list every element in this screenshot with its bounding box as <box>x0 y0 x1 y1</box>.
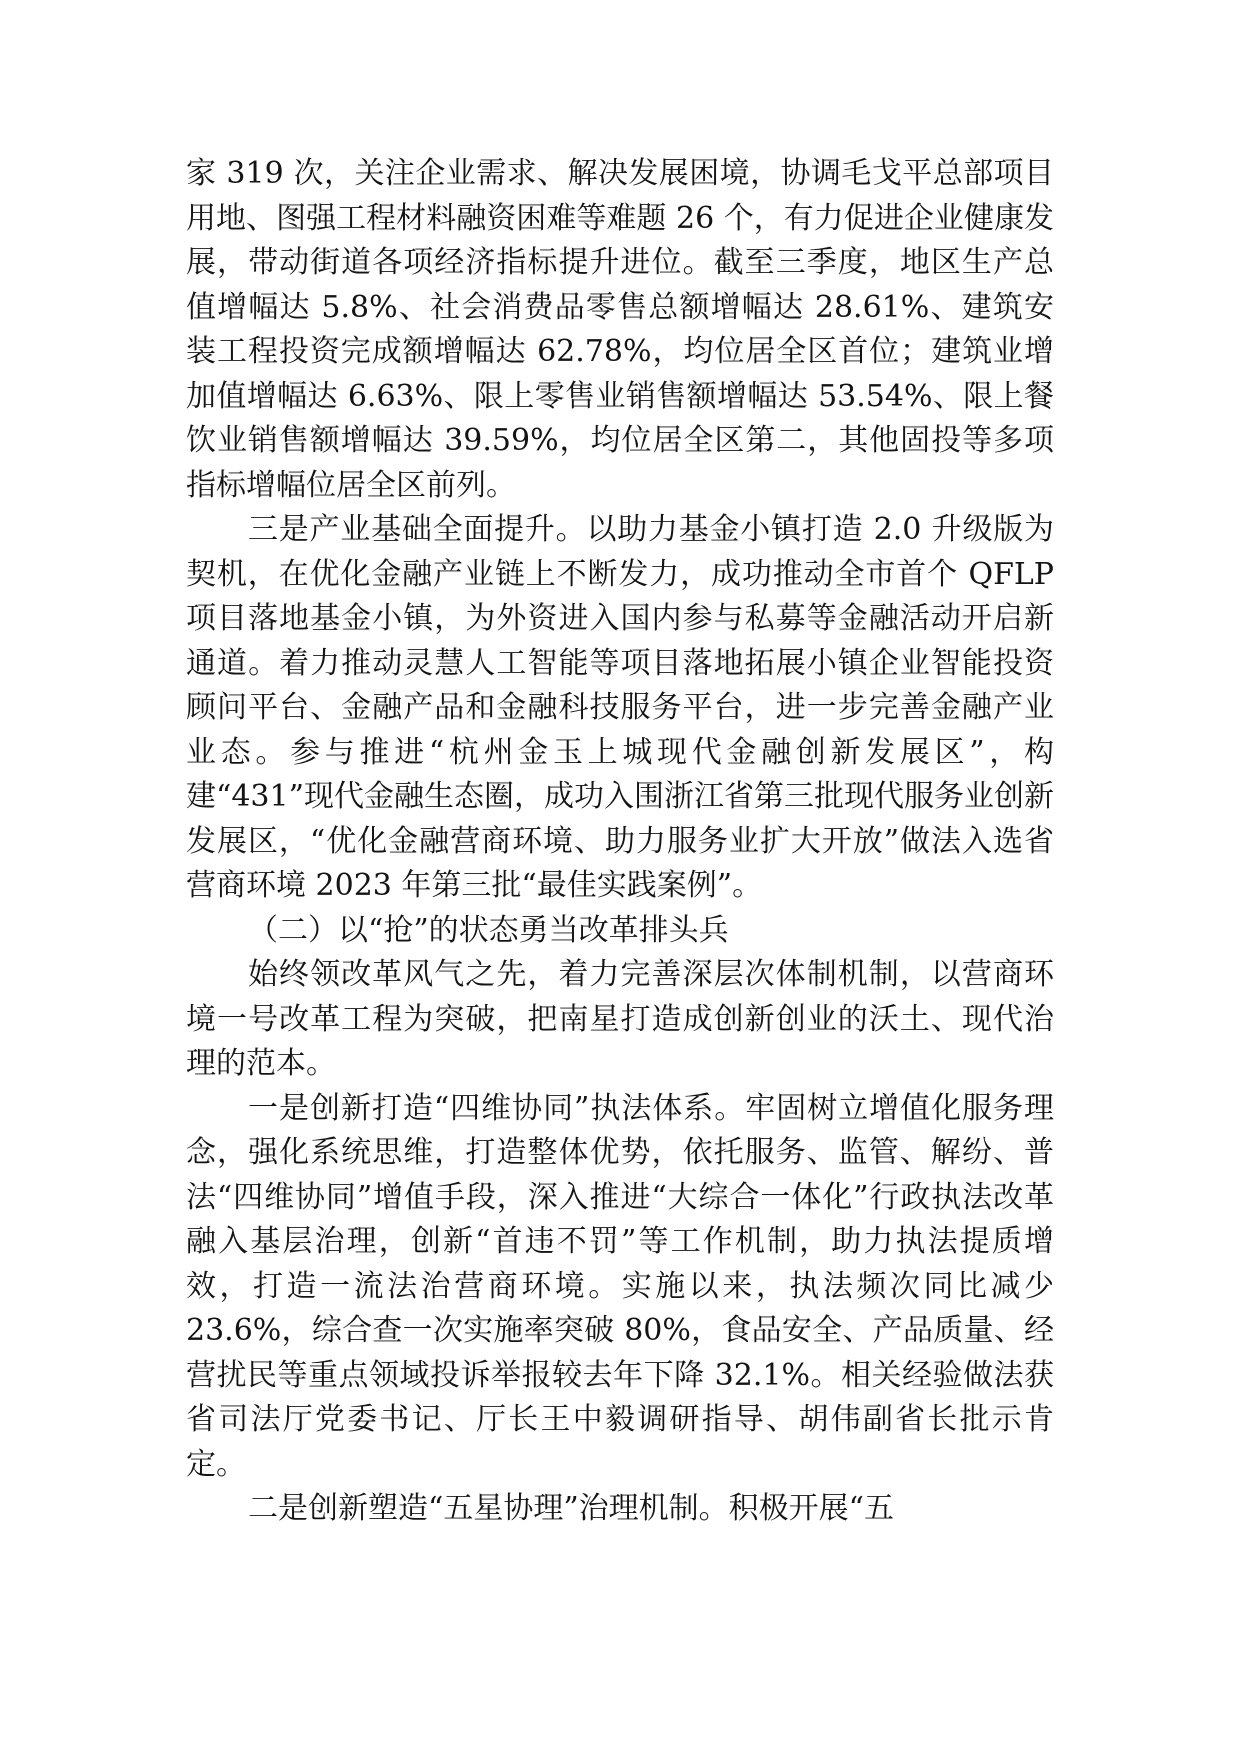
document-body <box>186 152 1054 1532</box>
paragraph-enforcement-system: 一是创新打造“四维协同”执法体系。牢固树立增值化服务理念，强化系统思维，打造整体优势，依托服务、监管、解纷、普法“四维协同”增值手段，深入推进“大综合一体化”行政执法改革融入基层治理，创新“首违不罚”等工作机制，助力执法提质增效，打造一流法治营商环境。实施以来，执法频次同比减少 23.6%，综合查一次实施率突破 80%，食品安全、产品质量、经营扰民等重点领域投诉举报较去年下降 32.1%。相关经验做法获省司法厅党委书记、厅长王中毅调研指导、胡伟副省长批示肯定。 <box>186 1090 1054 1482</box>
paragraph-industry-foundation: 三是产业基础全面提升。以助力基金小镇打造 2.0 升级版为契机，在优化金融产业链上不断发力，成功推动全市首个 QFLP 项目落地基金小镇，为外资进入国内参与私募等金融活动开启新通道。着力推动灵慧人工智能等项目落地拓展小镇企业智能投资顾问平台、金融产品和金融科技服务平台，进一步完善金融产业业态。参与推进“杭州金玉上城现代金融创新发展区”，构建“431”现代金融生态圈，成功入围浙江省第三批现代服务业创新发展区，“优化金融营商环境、助力服务业扩大开放”做法入选省营商环境 2023 年第三批“最佳实践案例”。 <box>186 512 1054 903</box>
paragraph-continuation: 家 319 次，关注企业需求、解决发展困境，协调毛戈平总部项目用地、图强工程材料融资困难等难题 26 个，有力促进企业健康发展，带动街道各项经济指标提升进位。截至三季度，地区生产总值增幅达 5.8%、社会消费品零售总额增幅达 28.61%、建筑安装工程投资完成额增幅达 62.78%，均位居全区首位；建筑业增加值增幅达 6.63%、限上零售业销售额增幅达 53.54%、限上餐饮业销售额增幅达 39.59%，均位居全区第二，其他固投等多项指标增幅位居全区前列。 <box>186 156 1054 503</box>
section-heading-reform: （二）以“抢”的状态勇当改革排头兵 <box>248 912 729 948</box>
paragraph-governance-mechanism: 二是创新塑造“五星协理”治理机制。积极开展“五 <box>248 1491 895 1526</box>
paragraph-reform-intro: 始终领改革风气之先，着力完善深层次体制机制，以营商环境一号改革工程为突破，把南星打造成创新创业的沃土、现代治理的范本。 <box>186 957 1054 1081</box>
